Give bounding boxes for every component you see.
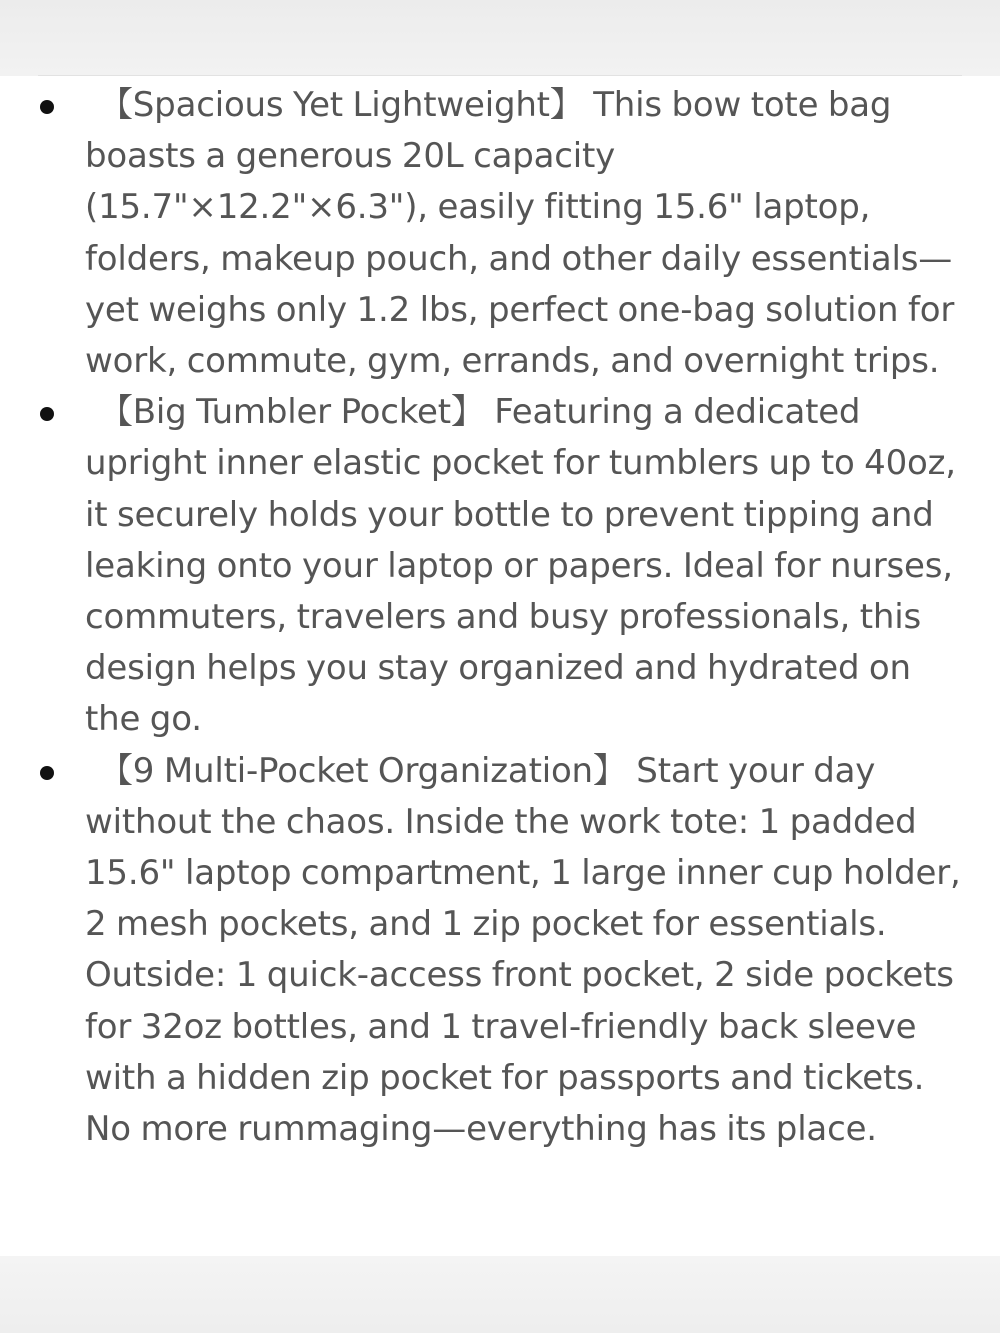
feature-bullet-organization xyxy=(0,746,1000,1156)
bottom-background-band xyxy=(0,1256,1000,1333)
feature-bullet-spacious xyxy=(0,80,1000,387)
feature-bullet-tumbler xyxy=(0,387,1000,745)
feature-text: This bow tote bag boasts a generous 20L capacity (15.7"×12.2"×6.3"), easily fitting 15.6" laptop, folders, makeup pouch, and other daily essentials—yet weighs only 1.2 lbs, perfect one-bag solution for work, commute, gym, errands, and overnight trips. xyxy=(85,85,955,382)
feature-text: Start your day without the chaos. Inside the work tote: 1 padded 15.6" laptop compartment, 1 large inner cup holder, 2 mesh pockets, and 1 zip pocket for essentials. Outside: 1 quick-access front pocket, 2 side pockets for 32oz bottles, and 1 travel-friendly back sleeve with a hidden zip pocket for passports and tickets. No more rummaging—everything has its place. xyxy=(85,750,961,1150)
product-description xyxy=(0,80,1000,1155)
bullet-dot-icon xyxy=(40,766,54,780)
feature-text: Featuring a dedicated upright inner elastic pocket for tumblers up to 40oz, it securely holds your bottle to prevent tipping and leaking onto your laptop or papers. Ideal for nurses, commuters, travelers and busy professionals, this design helps you stay organized and hydrated on the go. xyxy=(85,392,956,740)
bullet-dot-icon xyxy=(40,100,54,114)
feature-bullet-list xyxy=(0,80,1000,1155)
top-divider xyxy=(38,75,962,76)
feature-heading: 【9 Multi-Pocket Organization】 xyxy=(99,750,627,791)
bullet-dot-icon xyxy=(40,407,54,421)
feature-heading: 【Spacious Yet Lightweight】 xyxy=(99,85,584,125)
top-background-band xyxy=(0,0,1000,76)
feature-heading: 【Big Tumbler Pocket】 xyxy=(99,392,485,433)
